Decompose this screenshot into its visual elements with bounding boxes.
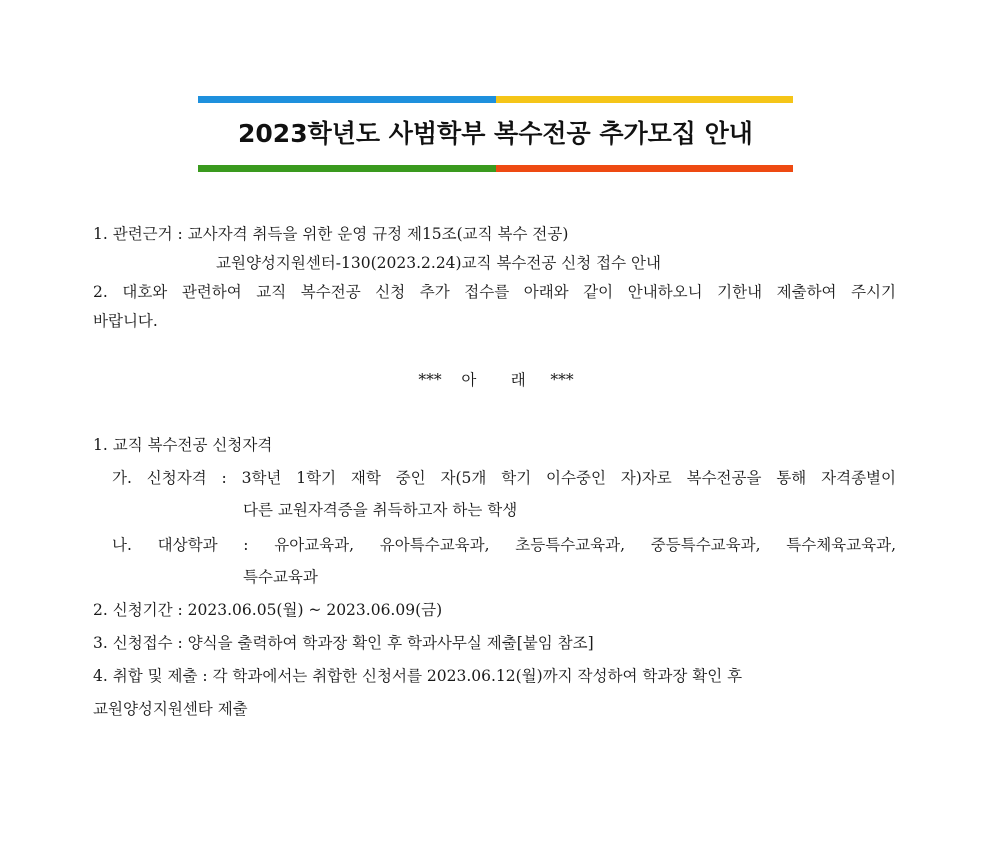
section-4-line-2: 교원양성지원센타 제출 — [93, 700, 248, 718]
intro-item-2-line-2: 바랍니다. — [93, 312, 158, 330]
section-1-ga-line-1: 가. 신청자격 : 3학년 1학기 재학 중인 자(5개 학기 이수중인 자)자로 복수전공을 통해 자격종별이 — [112, 469, 896, 487]
bar-segment-green — [198, 165, 496, 172]
section-1-ga-line-2: 다른 교원자격증을 취득하고자 하는 학생 — [243, 501, 518, 519]
section-1-na-line-2: 특수교육과 — [243, 568, 318, 586]
page-title: 2023학년도 사범학부 복수전공 추가모집 안내 — [238, 119, 753, 148]
title-block — [198, 96, 793, 174]
section-1-heading: 1. 교직 복수전공 신청자격 — [93, 436, 273, 454]
intro-item-2-line-1: 2. 대호와 관련하여 교직 복수전공 신청 추가 접수를 아래와 같이 안내하오니 기한내 제출하여 주시기 — [93, 283, 896, 301]
bar-segment-red — [496, 165, 794, 172]
title-top-bar — [198, 96, 793, 103]
bar-segment-blue — [198, 96, 496, 103]
title-bottom-bar — [198, 165, 793, 172]
intro-item-1-line-2: 교원양성지원센터-130(2023.2.24)교직 복수전공 신청 접수 안내 — [216, 254, 661, 272]
section-1-na-line-1: 나. 대상학과 : 유아교육과, 유아특수교육과, 초등특수교육과, 중등특수교육과, 특수체육교육과, — [112, 536, 896, 554]
section-3-submission: 3. 신청접수 : 양식을 출력하여 학과장 확인 후 학과사무실 제출[붙임 참조] — [93, 634, 594, 652]
section-2-period: 2. 신청기간 : 2023.06.05(월) ~ 2023.06.09(금) — [93, 601, 443, 619]
intro-item-1-line-1: 1. 관련근거 : 교사자격 취득을 위한 운영 규정 제15조(교직 복수 전공) — [93, 225, 569, 243]
section-4-line-1: 4. 취합 및 제출 : 각 학과에서는 취합한 신청서를 2023.06.12(월)까지 작성하여 학과장 확인 후 — [93, 667, 743, 685]
bar-segment-yellow — [496, 96, 794, 103]
section-marker: *** 아 래 *** — [418, 371, 574, 389]
